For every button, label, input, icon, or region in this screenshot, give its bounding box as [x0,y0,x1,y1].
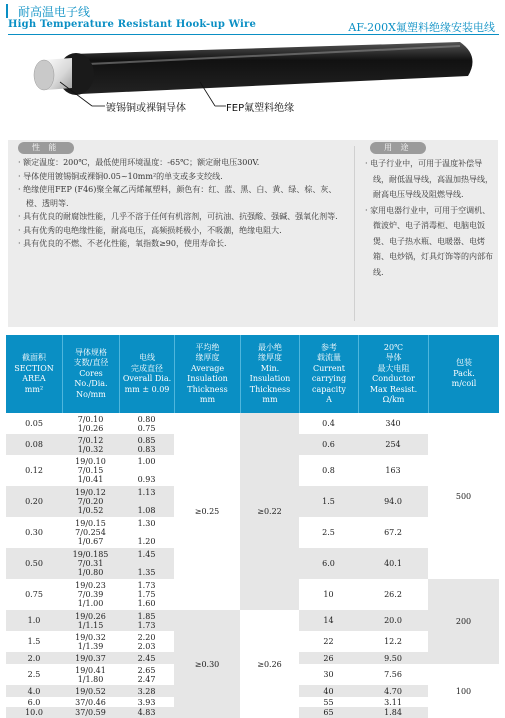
cell-cores-line: 19/0.10 [75,457,106,466]
cell-current [299,548,358,579]
cell-cores [62,707,119,718]
cell-cores-line: 1/1.80 [77,674,104,684]
cell-cores [62,610,119,631]
spec-table [6,335,499,717]
label-conductor: 镀锡铜或裸铜导体 [106,103,186,114]
cell-resistance [358,610,428,631]
merged-pack: 100 [428,664,499,718]
cell-resistance [358,664,428,685]
cell-overall-dia-line: 1.35 [137,568,156,577]
cell-resistance-line: 7.56 [384,670,402,679]
cell-overall-dia [119,707,174,718]
column-header-line: 最大电阻 [377,363,410,373]
column-header-line: Min. [260,363,280,373]
merged-min-insulation: ≥0.22 [240,413,299,610]
cell-overall-dia-line: 2.47 [137,674,156,684]
cell-overall-dia [119,548,174,579]
cell-cores [62,631,119,652]
cell-cores [62,486,119,517]
column-header-line: mm [199,395,216,404]
cell-cores-line: 7/0.254 [75,528,106,537]
title-en: High Temperature Resistant Hook-up Wire [8,19,257,30]
cell-current [299,486,358,517]
cell-cores-line: 19/0.37 [75,653,106,663]
cell-resistance-line: 94.0 [384,497,402,506]
cell-cores [62,434,119,455]
cell-overall-dia-line [145,497,148,506]
cell-overall-dia-line: 3.28 [137,686,156,696]
cell-current-line: 65 [323,708,334,717]
column-header-line: m/coil [451,379,477,389]
cell-overall-dia-line: 3.93 [137,697,156,707]
column-header-line: 导体规格 [75,347,107,357]
column-header [358,335,428,413]
cell-current [299,697,358,707]
column-header-line: 最小绝 [258,342,282,352]
title-cn: 耐高温电子线 [18,5,91,19]
column-header-line: 截面积 [22,353,46,362]
cell-current [299,631,358,652]
cell-overall-dia-line: 2.03 [137,641,156,651]
cell-cores-line: 19/0.12 [75,488,106,497]
column-header [119,335,174,413]
cell-overall-dia-line: 1.45 [137,550,156,559]
column-header-line: Average [190,363,225,373]
column-header-line: capacity [312,384,346,394]
cell-current [299,579,358,610]
cell-overall-dia [119,455,174,486]
info-panel [8,140,498,327]
column-header-line: 包装 [456,358,472,368]
cell-resistance-line: 1.84 [384,708,402,717]
column-header-line: AREA [22,374,46,383]
column-header-line: Insulation [187,374,228,383]
cell-area-line: 0.08 [25,440,43,449]
column-header-line: Ω/km [382,395,405,404]
column-header-line: 参考 [321,342,337,352]
cell-resistance [358,486,428,517]
cell-resistance [358,548,428,579]
cell-overall-dia [119,610,174,631]
cell-resistance [358,434,428,455]
column-header-line: Cores [79,368,103,378]
cell-cores-line: 7/0.12 [77,435,104,445]
cell-overall-dia [119,631,174,652]
cell-resistance [358,413,428,434]
column-header-line: SECTION [14,363,54,373]
cell-overall-dia [119,664,174,685]
cell-area-line: 10.0 [25,708,43,717]
header-divider [8,34,499,35]
cell-current [299,707,358,718]
product-code: AF-200X氟塑料绝缘安装电线 [348,21,495,34]
cell-resistance-line: 20.0 [384,616,402,625]
cell-cores-line: 37/0.59 [75,708,106,717]
column-header-line: mm ± 0.09 [124,384,170,394]
cell-current-line: 55 [323,697,334,707]
cell-overall-dia-line: 2.20 [137,632,156,642]
cell-resistance [358,517,428,548]
column-header-line: Thickness [249,384,291,394]
cell-overall-dia-line: 2.45 [137,653,156,663]
column-header-line: A [326,395,332,404]
cell-area [6,517,62,548]
cell-area [6,631,62,652]
cell-resistance-line: 340 [385,419,401,428]
cell-area-line: 1.0 [27,616,41,625]
cell-overall-dia-line [145,466,148,475]
cell-cores-line: 19/0.23 [75,581,106,590]
cell-overall-dia-line: 4.83 [137,708,156,717]
uses-tag: 用 途 [370,142,426,154]
cell-resistance [358,579,428,610]
feature-item: · 具有优良的耐腐蚀性能，几乎不溶于任何有机溶剂，可抗油、抗强酸、强碱、强氧化剂等. [18,212,338,221]
cell-area [6,579,62,610]
cell-current [299,652,358,664]
cell-area [6,413,62,434]
cell-area [6,652,62,664]
cell-overall-dia-line: 1.85 [137,611,156,621]
column-header [62,335,119,413]
cell-resistance-line: 12.2 [384,637,402,646]
cell-cores [62,455,119,486]
cell-area [6,486,62,517]
cell-resistance [358,652,428,664]
cell-current [299,413,358,434]
cell-cores [62,685,119,697]
cell-cores [62,652,119,664]
cell-current-line: 30 [323,670,334,679]
cell-cores-line: 7/0.15 [77,466,104,475]
cell-overall-dia-line: 1.73 [137,620,156,630]
cell-overall-dia-line: 1.20 [137,537,156,546]
cell-area [6,685,62,697]
features-list [18,156,348,251]
column-header-line: No./Dia. [74,379,108,389]
cell-area-line: 0.75 [25,590,43,599]
column-header-line: 完成直径 [131,363,163,373]
cell-area-line: 0.12 [25,466,43,475]
column-header [240,335,299,413]
title-accent-bar [6,4,8,18]
use-item: · 电子行业中，可用于温度补偿导线，耐低温导线，高温加热导线，耐高电压导线及阻燃导线. [365,159,493,199]
cell-resistance [358,697,428,707]
cell-overall-dia [119,486,174,517]
cell-current-line: 0.4 [322,419,335,428]
cell-area-line: 0.20 [25,497,43,506]
cell-cores-line: 7/0.39 [77,590,104,599]
cell-cores [62,413,119,434]
cell-overall-dia-line: 2.65 [137,665,156,675]
features-tag: 性 能 [18,142,74,154]
cell-area [6,548,62,579]
cell-cores-line: 19/0.32 [75,632,106,642]
cell-cores-line: 19/0.185 [72,550,109,559]
cell-current [299,517,358,548]
column-header-line: Insulation [249,374,291,383]
cell-overall-dia-line [145,559,148,568]
cell-resistance [358,707,428,718]
cell-area-line: 4.0 [27,686,41,696]
cell-area [6,707,62,718]
cell-cores-line: 1/1.15 [77,620,104,630]
cell-cores [62,697,119,707]
panel-divider [354,146,355,321]
column-header [6,335,62,413]
cell-cores-line: 1/1.39 [77,641,104,651]
cell-overall-dia-line: 1.73 [137,581,156,590]
cell-overall-dia-line: 1.75 [137,590,156,599]
uses-list [365,156,495,280]
column-header-line: Current [312,363,346,373]
cell-cores [62,664,119,685]
cell-cores-line: 19/0.26 [75,611,106,621]
cell-overall-dia-line: 1.00 [137,457,156,466]
cell-area [6,610,62,631]
cell-cores-line: 7/0.20 [77,497,104,506]
cell-current-line: 10 [323,590,334,599]
cell-resistance-line: 4.70 [384,686,402,696]
cell-current [299,664,358,685]
cell-resistance-line: 26.2 [384,590,402,599]
cell-current [299,685,358,697]
cell-area-line: 0.50 [25,559,43,568]
cell-area-line: 2.0 [27,653,41,663]
cell-area [6,697,62,707]
cell-area-line: 1.5 [27,637,41,646]
column-header-line: 导体 [385,353,402,362]
column-header [428,335,499,413]
cell-current-line: 14 [323,616,334,625]
cell-resistance-line: 67.2 [384,528,402,537]
cell-cores-line: 1/0.26 [77,423,104,433]
cell-area-line: 0.05 [25,419,43,428]
cell-overall-dia-line: 1.60 [137,599,156,608]
column-header [174,335,240,413]
cable-illustration [20,36,485,126]
column-header-line: 平均绝 [195,342,220,352]
cell-current-line: 6.0 [322,559,335,568]
cell-cores-line: 7/0.10 [77,414,104,424]
cell-current [299,455,358,486]
cell-area-line: 6.0 [27,697,41,707]
column-header-line: Conductor [372,374,415,383]
cell-area [6,455,62,486]
cell-resistance-line: 254 [385,440,401,449]
cell-overall-dia-line: 0.93 [137,475,156,484]
cell-current-line: 2.5 [322,528,335,537]
feature-item: · 具有优秀的电绝缘性能，耐高电压，高频损耗极小，不吸潮，绝缘电阻大. [18,225,282,235]
cell-overall-dia [119,413,174,434]
use-item: · 家用电器行业中，可用于空调机、微波炉、电子消毒柜、电脑电饭煲、电子热水瓶、电暖器、电烤箱、电炒锅，灯具灯饰等的内部布线. [365,205,493,277]
column-header-line: mm² [24,384,44,394]
feature-item: · 绝缘使用FEP (F46)聚全氟乙丙烯氟塑料，颜色有：红、蓝、黑、白、黄、绿、棕、灰、橙、透明等. [18,185,337,208]
cell-cores [62,579,119,610]
column-header-line: No/mm [76,389,106,399]
feature-item: · 具有优良的不燃、不老化性能，氧指数≥90，使用寿命长. [18,239,227,248]
column-header-line: 缘厚度 [258,353,282,362]
cell-cores-line: 1/1.00 [77,599,104,608]
cell-cores-line: 37/0.46 [75,697,106,707]
merged-min-insulation: ≥0.26 [240,610,299,718]
cell-resistance [358,631,428,652]
cell-overall-dia [119,652,174,664]
page-header [0,0,505,36]
merged-pack: 500 [428,413,499,579]
cell-overall-dia-line: 0.80 [137,414,156,424]
merged-avg-insulation: ≥0.30 [174,610,240,718]
table-header [6,335,499,413]
column-header-line: 支数/直径 [73,358,109,368]
cell-overall-dia-line: 1.13 [137,488,156,497]
label-insulation: FEP氟塑料绝缘 [226,103,295,114]
column-header-line: 缘厚度 [195,353,220,362]
cell-area [6,664,62,685]
cell-area-line: 0.30 [25,528,43,537]
cell-cores-line: 19/0.15 [75,519,106,528]
cell-overall-dia-line [145,528,148,537]
feature-item: · 导体使用镀锡铜或裸铜0.05~10mm²的单支或多支绞线. [18,171,223,181]
merged-avg-insulation: ≥0.25 [174,413,240,610]
column-header-line: 载流量 [317,353,341,362]
cell-current [299,434,358,455]
column-header-line: Thickness [187,384,228,394]
cell-cores-line: 1/0.67 [77,537,104,546]
cell-resistance [358,455,428,486]
cell-cores-line: 19/0.52 [75,686,106,696]
column-header-line: Pack. [453,368,475,378]
cell-current-line: 22 [323,637,334,646]
column-header-line: mm [262,395,278,404]
cell-overall-dia [119,697,174,707]
cell-overall-dia-line: 1.30 [137,519,156,528]
column-header [299,335,358,413]
cell-overall-dia-line: 0.75 [137,423,156,433]
cell-resistance-line: 163 [385,466,401,475]
cell-area [6,434,62,455]
cell-overall-dia [119,579,174,610]
cell-current-line: 1.5 [322,497,335,506]
cell-current-line: 26 [323,653,334,663]
cell-cores-line: 1/0.52 [77,506,104,515]
column-header-line: 20℃ [383,342,404,352]
column-header-line: Overall Dia. [122,374,172,383]
cell-current-line: 0.6 [322,440,335,449]
cell-resistance-line: 9.50 [384,653,402,663]
cell-overall-dia [119,517,174,548]
cell-overall-dia-line: 0.85 [137,435,156,445]
cell-resistance [358,685,428,697]
cell-current-line: 0.8 [322,466,335,475]
cell-overall-dia-line: 0.83 [137,444,156,454]
cell-overall-dia-line: 1.08 [137,506,156,515]
feature-item: · 额定温度：200℃，最低使用环境温度：-65℃；额定耐电压300V. [18,158,260,167]
cell-cores-line: 7/0.31 [77,559,104,568]
cell-cores-line: 1/0.32 [77,444,104,454]
cell-resistance-line: 40.1 [384,559,402,568]
cell-cores-line: 1/0.80 [77,568,104,577]
cell-resistance-line: 3.11 [384,697,402,707]
cell-cores [62,517,119,548]
cell-overall-dia [119,685,174,697]
column-header-line: 电线 [139,353,155,362]
column-header-line: Max Resist. [369,384,418,394]
cell-cores-line: 1/0.41 [77,475,104,484]
cell-cores-line: 19/0.41 [75,665,106,675]
cell-overall-dia [119,434,174,455]
cell-current-line: 40 [323,686,334,696]
cell-cores [62,548,119,579]
cell-current [299,610,358,631]
column-header-line: carrying [311,374,347,383]
merged-pack: 200 [428,579,499,664]
cell-area-line: 2.5 [27,670,41,679]
